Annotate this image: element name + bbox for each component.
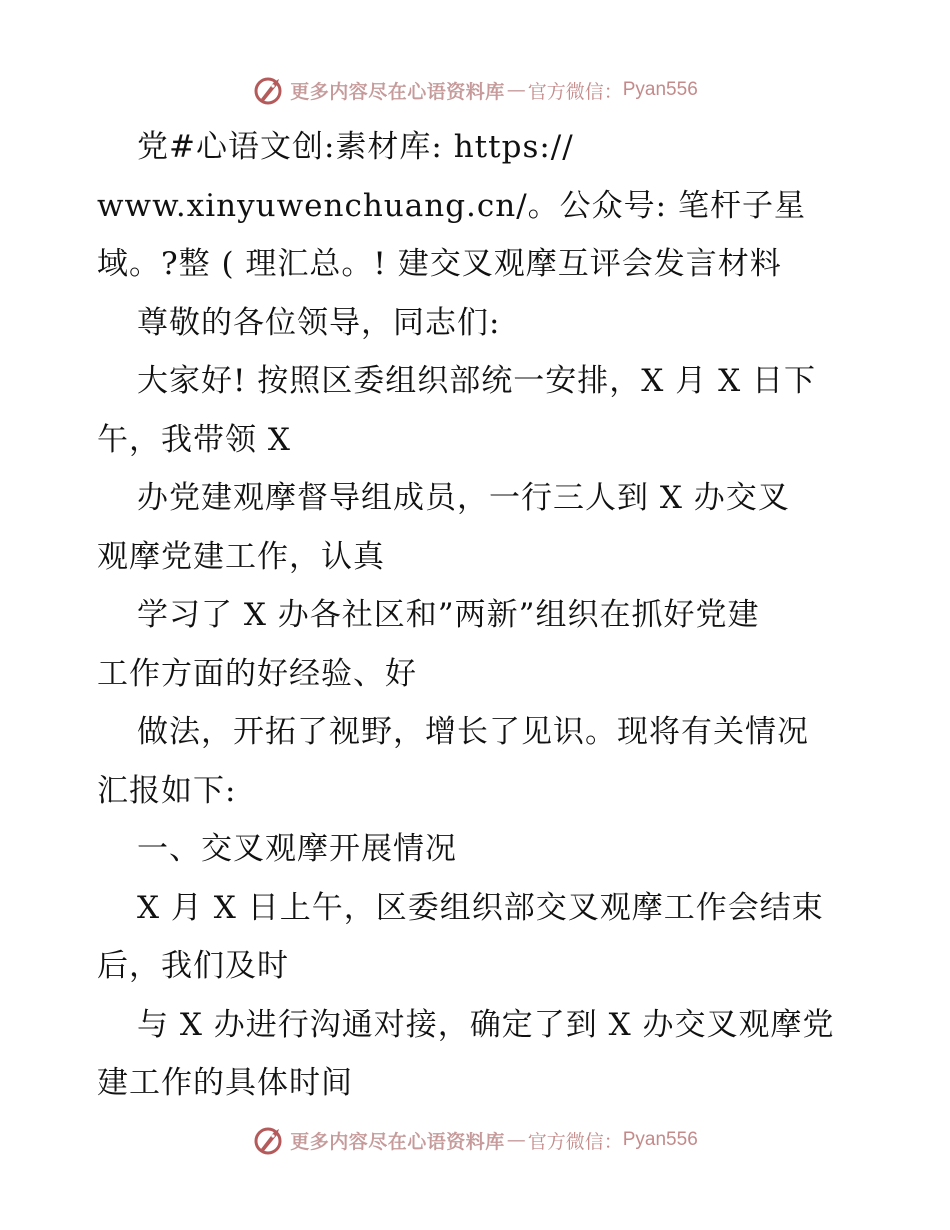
text-line: X 月 X 日上午，区委组织部交叉观摩工作会结束 bbox=[137, 889, 824, 926]
text-line: 汇报如下: bbox=[97, 772, 237, 809]
banner-dash: — bbox=[506, 1129, 526, 1151]
text-line: 做法，开拓了视野，增长了见识。现将有关情况 bbox=[137, 714, 809, 750]
text-line: 工作方面的好经验、好 bbox=[97, 655, 417, 692]
banner-wechat-id: Pyan556 bbox=[622, 1129, 698, 1150]
text-line: 观摩党建工作，认真 bbox=[97, 538, 385, 575]
banner-wechat-id: Pyan556 bbox=[622, 79, 698, 100]
text-line: 后，我们及时 bbox=[97, 948, 289, 984]
pen-nib-circle-icon bbox=[252, 73, 286, 107]
text-line: www.xinyuwenchuang.cn/。公众号: 笔杆子星 bbox=[97, 187, 806, 224]
pen-nib-circle-icon bbox=[252, 1123, 286, 1157]
text-line: 办党建观摩督导组成员，一行三人到 X 办交叉 bbox=[137, 480, 790, 516]
text-line: 一、交叉观摩开展情况 bbox=[137, 831, 457, 867]
text-line: 大家好! 按照区委组织部统一安排，X 月 X 日下 bbox=[137, 363, 817, 399]
banner-main-text: 更多内容尽在心语资料库 bbox=[290, 80, 505, 103]
text-line: 与 X 办进行沟通对接，确定了到 X 办交叉观摩党 bbox=[137, 1006, 835, 1043]
banner-dash: — bbox=[506, 79, 526, 101]
text-line: 尊敬的各位领导，同志们: bbox=[137, 304, 501, 341]
banner-main-text: 更多内容尽在心语资料库 bbox=[290, 1130, 505, 1153]
document-body bbox=[97, 118, 857, 1113]
text-line: 学习了 X 办各社区和”两新”组织在抓好党建 bbox=[137, 597, 760, 633]
banner-wechat-label: 官方微信： bbox=[527, 1130, 623, 1153]
text-line: 午，我带领 X bbox=[97, 421, 291, 458]
footer-banner bbox=[0, 1120, 950, 1160]
text-line: 党#心语文创:素材库: https:// bbox=[137, 129, 574, 165]
banner-wechat-label: 官方微信： bbox=[527, 80, 623, 103]
text-line: 建工作的具体时间 bbox=[97, 1065, 353, 1101]
text-line: 域。?整 ( 理汇总。! 建交叉观摩互评会发言材料 bbox=[97, 246, 782, 282]
header-banner bbox=[0, 70, 950, 110]
